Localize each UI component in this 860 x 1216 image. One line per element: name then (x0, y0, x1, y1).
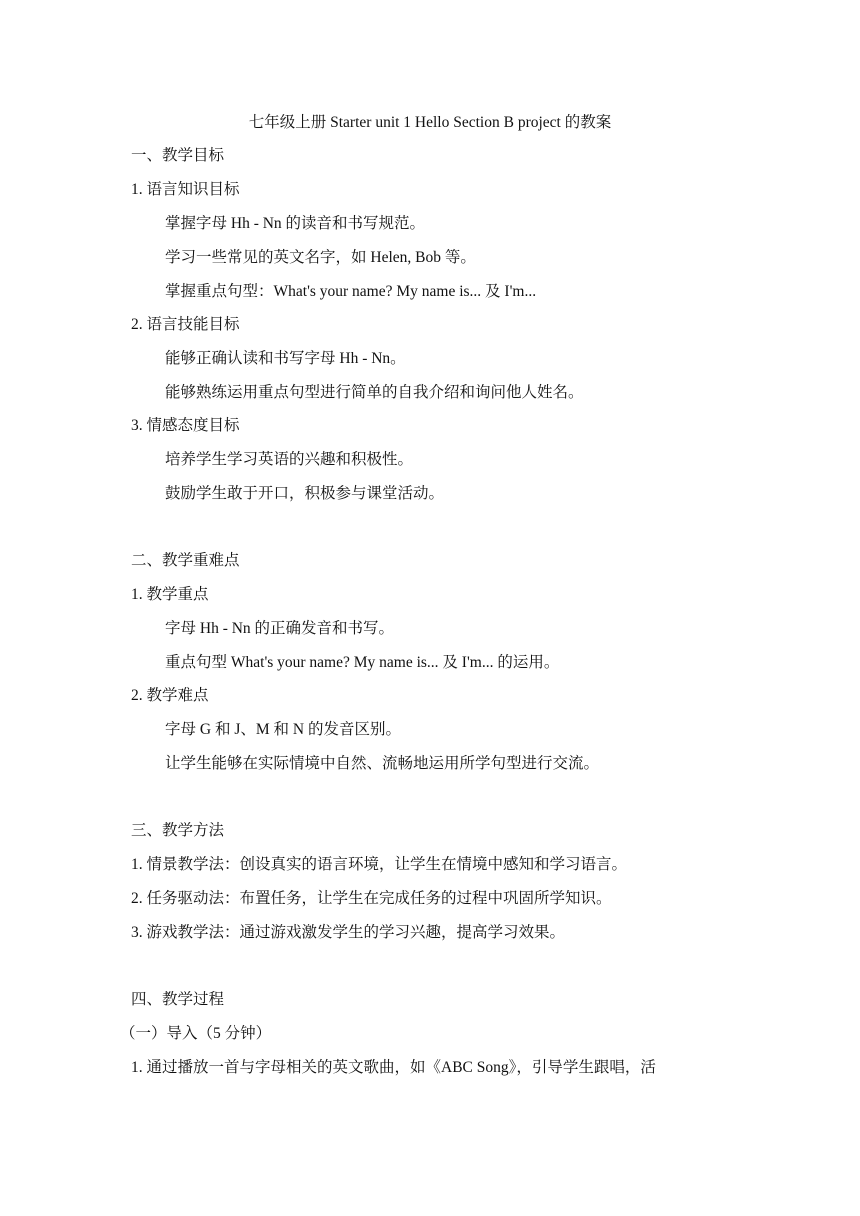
paragraph: 1. 通过播放一首与字母相关的英文歌曲，如《ABC Song》，引导学生跟唱，活 (131, 1059, 656, 1076)
section-heading-process: 四、教学过程 (131, 991, 225, 1008)
list-item: 能够正确认读和书写字母 Hh - Nn。 (165, 350, 406, 367)
list-item: 3. 游戏教学法：通过游戏激发学生的学习兴趣，提高学习效果。 (131, 924, 566, 941)
list-item: 字母 G 和 J、M 和 N 的发音区别。 (165, 721, 401, 738)
section-heading-methods: 三、教学方法 (131, 822, 225, 839)
document-title: 七年级上册 Starter unit 1 Hello Section B project 的教案 (248, 114, 612, 131)
list-item: 掌握字母 Hh - Nn 的读音和书写规范。 (165, 215, 426, 232)
subheading-skill-goals: 2. 语言技能目标 (131, 316, 240, 333)
list-item: 2. 任务驱动法：布置任务，让学生在完成任务的过程中巩固所学知识。 (131, 890, 612, 907)
section-heading-key-points: 二、教学重难点 (131, 552, 240, 569)
subheading-introduction: （一）导入（5 分钟） (120, 1025, 272, 1042)
list-item: 1. 情景教学法：创设真实的语言环境，让学生在情境中感知和学习语言。 (131, 856, 628, 873)
subheading-difficulties: 2. 教学难点 (131, 687, 209, 704)
subheading-attitude-goals: 3. 情感态度目标 (131, 417, 240, 434)
list-item: 鼓励学生敢于开口，积极参与课堂活动。 (165, 485, 445, 502)
list-item: 能够熟练运用重点句型进行简单的自我介绍和询问他人姓名。 (165, 384, 584, 401)
list-item: 字母 Hh - Nn 的正确发音和书写。 (165, 620, 395, 637)
list-item: 掌握重点句型：What's your name? My name is... 及 I'm... (165, 283, 537, 300)
list-item: 让学生能够在实际情境中自然、流畅地运用所学句型进行交流。 (165, 755, 600, 772)
section-heading-objectives: 一、教学目标 (131, 147, 225, 164)
subheading-knowledge-goals: 1. 语言知识目标 (131, 181, 240, 198)
list-item: 培养学生学习英语的兴趣和积极性。 (165, 451, 414, 468)
subheading-key-focus: 1. 教学重点 (131, 586, 209, 603)
list-item: 学习一些常见的英文名字，如 Helen, Bob 等。 (165, 249, 476, 266)
list-item: 重点句型 What's your name? My name is... 及 I'm... 的运用。 (165, 654, 560, 671)
